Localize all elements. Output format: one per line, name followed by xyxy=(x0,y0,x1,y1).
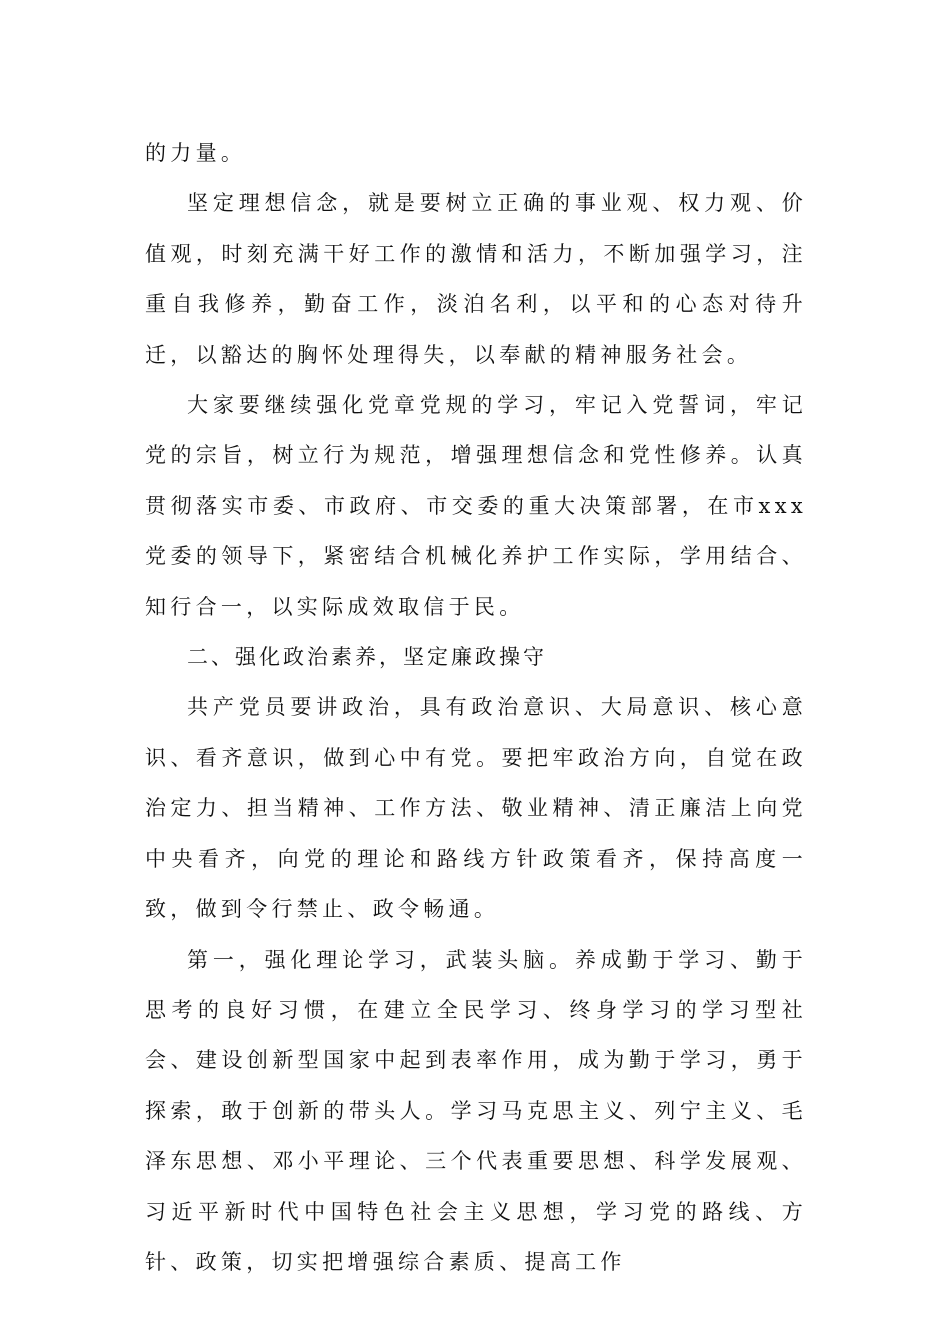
paragraph-politics: 共产党员要讲政治，具有政治意识、大局意识、核心意识、看齐意识，做到心中有党。要把牢政治方向，自觉在政治定力、担当精神、工作方法、敬业精神、清正廉洁上向党中央看齐，向党的理论和路线方针政策看齐，保持高度一致，做到令行禁止、政令畅通。 xyxy=(145,695,807,922)
paragraph-ideals: 坚定理想信念，就是要树立正确的事业观、权力观、价值观，时刻充满干好工作的激情和活力，不断加强学习，注重自我修养，勤奋工作，淡泊名利，以平和的心态对待升迁，以豁达的胸怀处理得失，以奉献的精神服务社会。 xyxy=(145,191,807,367)
section-heading: 二、强化政治素养，坚定廉政操守 xyxy=(187,645,547,670)
paragraph-theory-study: 第一，强化理论学习，武装头脑。养成勤于学习、勤于思考的良好习惯，在建立全民学习、终身学习的学习型社会、建设创新型国家中起到表率作用，成为勤于学习，勇于探索，敢于创新的带头人。学习马克思主义、列宁主义、毛泽东思想、邓小平理论、三个代表重要思想、科学发展观、习近平新时代中国特色社会主义思想，学习党的路线、方针、政策，切实把增强综合素质、提高工作 xyxy=(145,947,807,1274)
paragraph-party-rules: 大家要继续强化党章党规的学习，牢记入党誓词，牢记党的宗旨，树立行为规范，增强理想信念和党性修养。认真贯彻落实市委、市政府、市交委的重大决策部署，在市xxx党委的领导下，紧密结合机械化养护工作实际，学用结合、知行合一，以实际成效取信于民。 xyxy=(145,393,807,619)
document-body xyxy=(145,128,807,1287)
paragraph-continued: 的力量。 xyxy=(145,141,247,165)
